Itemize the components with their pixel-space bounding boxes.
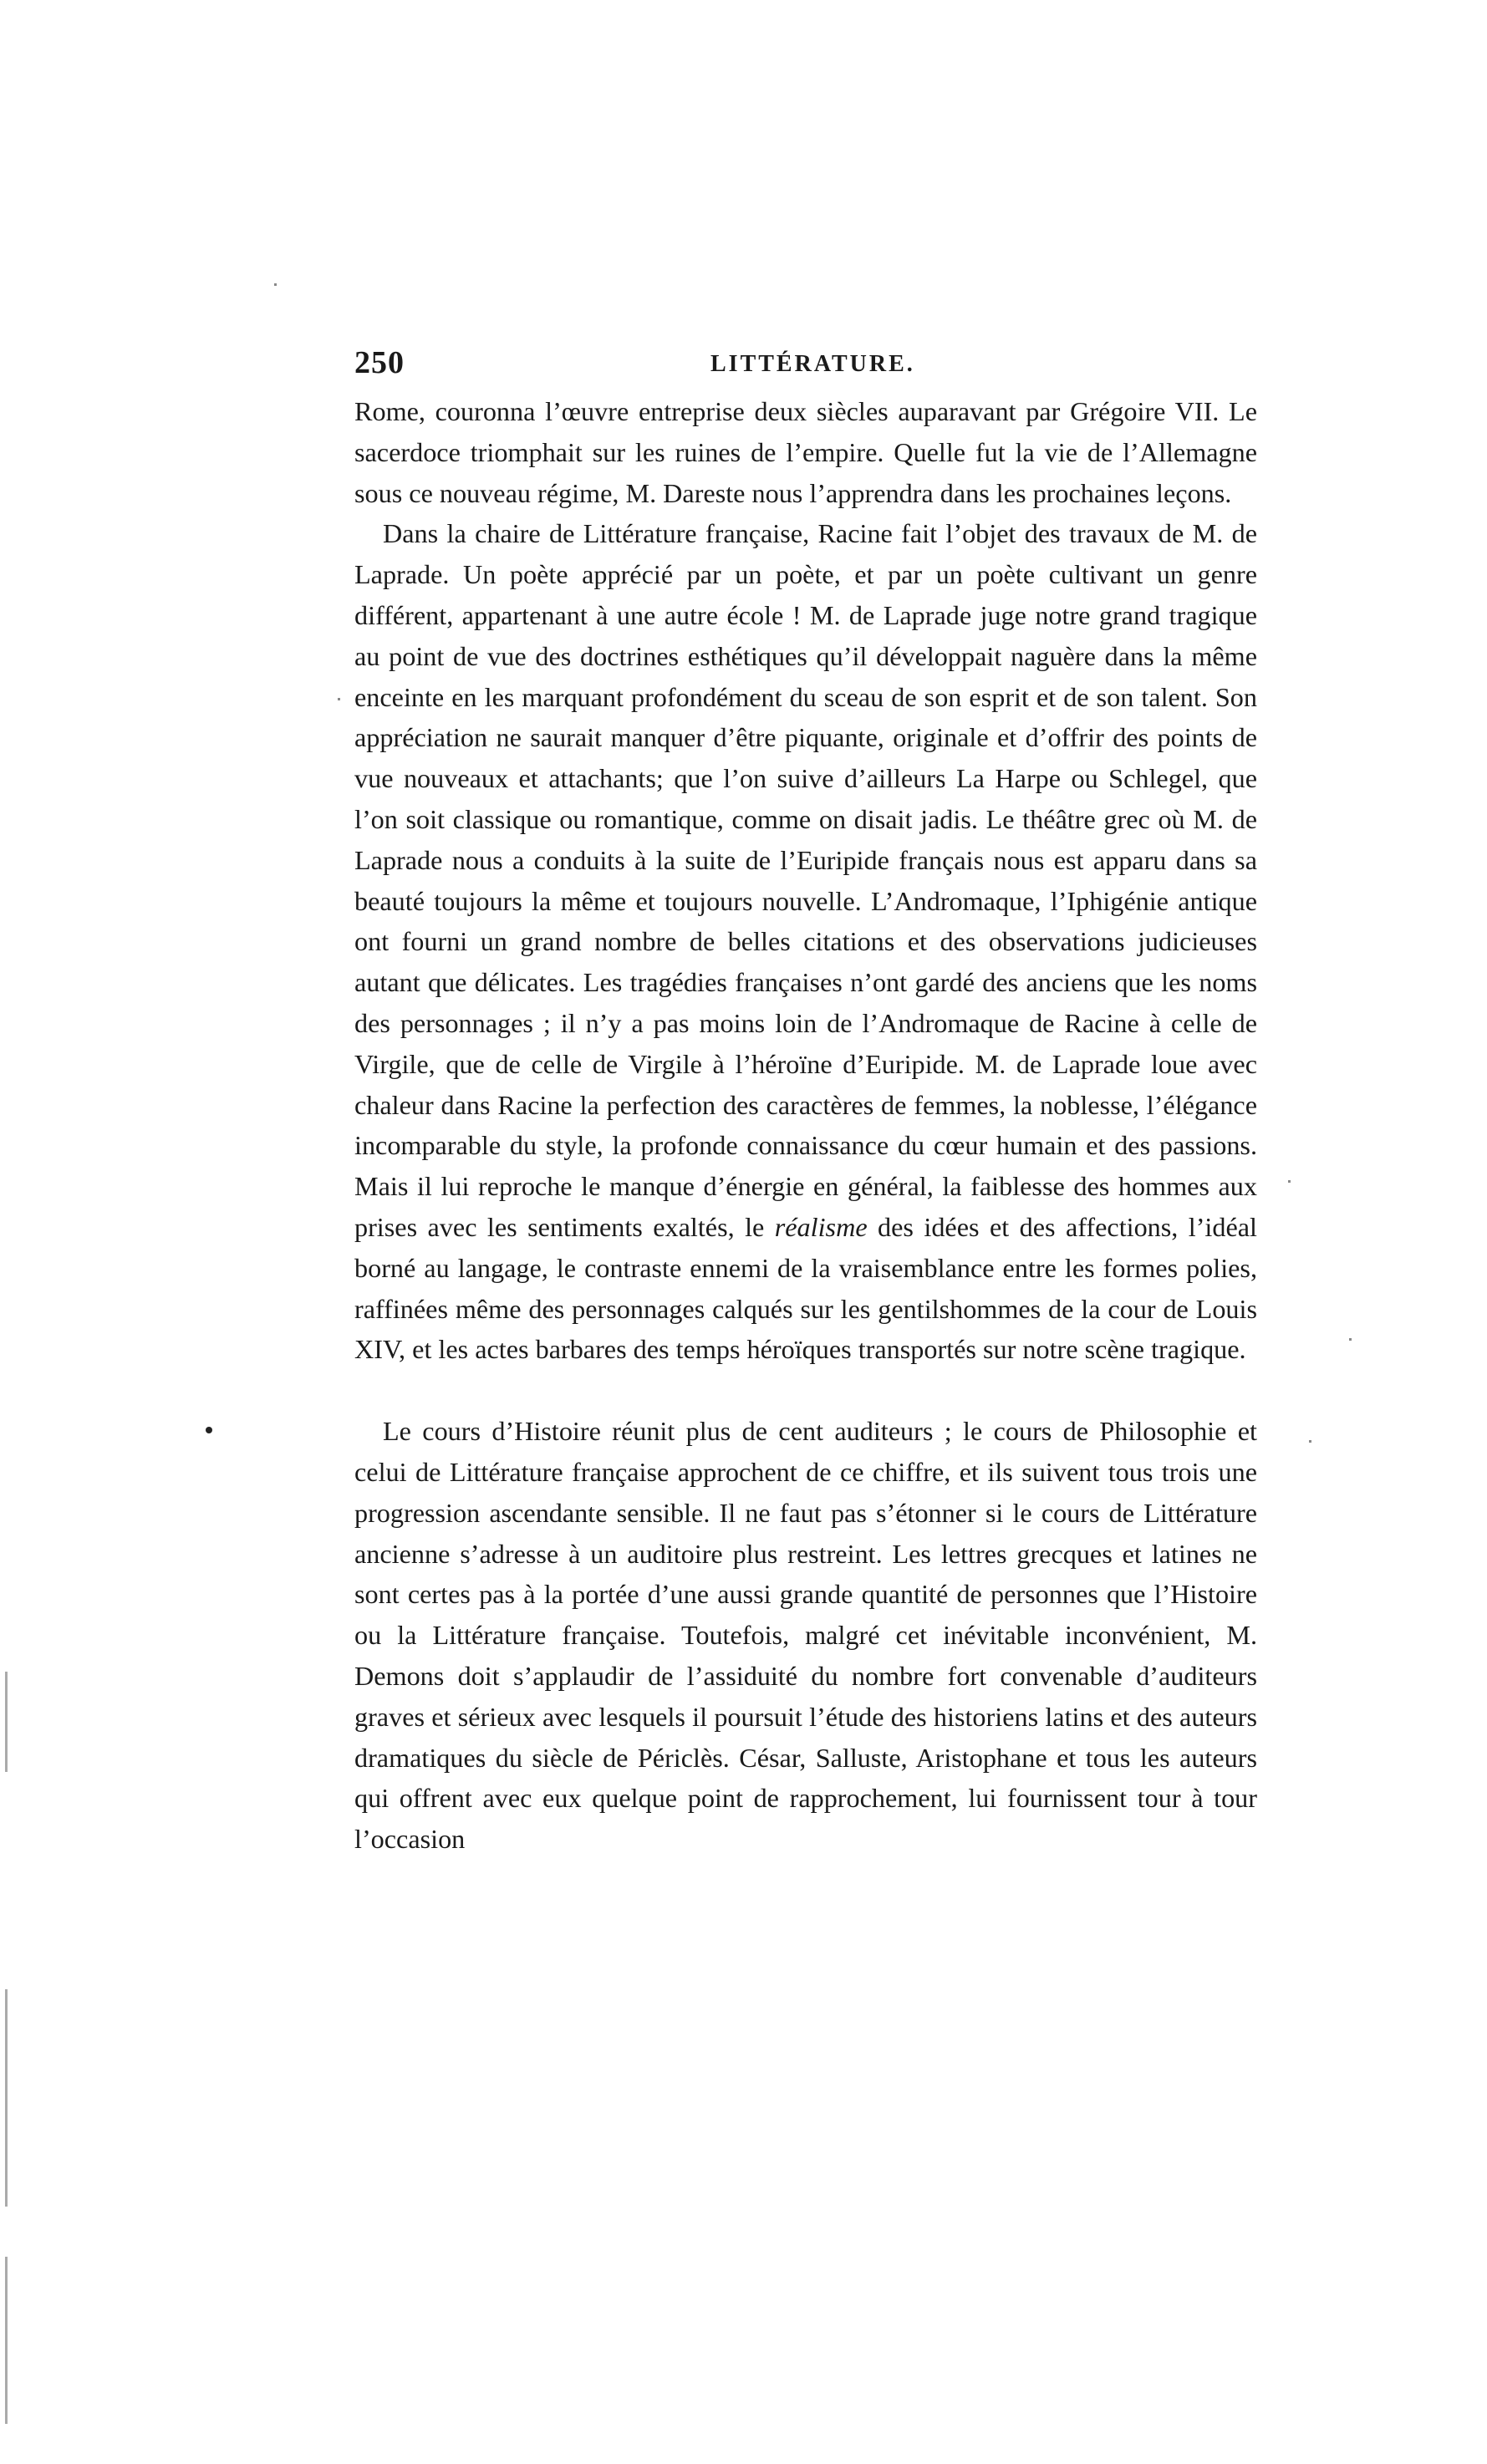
- page-header: [354, 344, 1257, 395]
- paragraph-2-text-b: des idées et des affections, l’idéal borné au langage, le contraste ennemi de la vraisemblance entre les formes polies, raffinées même des personnages calqués sur les gentilshommes de la cour de Louis XIV, et les actes barbares des temps héroïques transportés sur notre scène tragique.: [354, 1211, 1257, 1365]
- scan-mark: [1288, 1180, 1291, 1183]
- scan-edge-mark: [5, 2257, 8, 2424]
- scan-edge-mark: [5, 1989, 8, 2207]
- paragraph-3: [354, 1411, 1257, 1860]
- paragraph-1: [354, 391, 1257, 513]
- scan-speck: [206, 1427, 212, 1433]
- paragraph-1-text: Rome, couronna l’œuvre entreprise deux siècles auparavant par Grégoire VII. Le sacerdoce triomphait sur les ruines de l’empire. Quelle fut la vie de l’Allemagne sous ce nouveau régime, M. Dareste nous l’apprendra dans les prochaines leçons.: [354, 396, 1257, 508]
- scan-mark: [1309, 1440, 1311, 1443]
- paragraph-2-text-a: Dans la chaire de Littérature française, Racine fait l’objet des travaux de M. de Laprade. Un poète apprécié par un poète, et par un poète cultivant un genre différent, appartenant à une autre école ! M. de Laprade juge notre grand tragique au point de vue des doctrines esthétiques qu’il développait naguère dans la même enceinte en les marquant profondément du sceau de son esprit et de son talent. Son appréciation ne saurait manquer d’être piquante, originale et d’offrir des points de vue nouveaux et attachants; que l’on suive d’ailleurs La Harpe ou Schlegel, que l’on soit classique ou romantique, comme on disait jadis. Le théâtre grec où M. de Laprade nous a conduits à la suite de l’Euripide français nous est apparu dans sa beauté toujours la même et toujours nouvelle. L’Andromaque, l’Iphigénie antique ont fourni un grand nombre de belles citations et des observations judicieuses autant que délicates. Les tragédies françaises n’ont gardé des anciens que les noms des personnages ; il n’y a pas moins loin de l’Andromaque de Racine à celle de Virgile, que de celle de Virgile à l’héroïne d’Euripide. M. de Laprade loue avec chaleur dans Racine la perfection des caractères de femmes, la noblesse, l’élégance incomparable du style, la profonde connaissance du cœur humain et des passions. Mais il lui reproche le manque d’énergie en général, la faiblesse des hommes aux prises avec les sentiments exaltés, le: [354, 518, 1257, 1242]
- body-text: [354, 391, 1257, 1860]
- scan-mark: [338, 698, 340, 700]
- running-head: LITTÉRATURE.: [710, 351, 915, 377]
- paragraph-2-italic-term: réalisme: [774, 1211, 868, 1242]
- scan-mark: [274, 283, 277, 286]
- scan-edge-mark: [5, 1672, 8, 1772]
- scan-mark: [1349, 1338, 1352, 1341]
- paragraph-2: [354, 513, 1257, 1370]
- page-number: 250: [354, 345, 405, 380]
- paragraph-3-text: Le cours d’Histoire réunit plus de cent auditeurs ; le cours de Philosophie et celui de Littérature française approchent de ce chiffre, et ils suivent tous trois une progression ascendante sensible. Il ne faut pas s’étonner si le cours de Littérature ancienne s’adresse à un auditoire plus restreint. Les lettres grecques et latines ne sont certes pas à la portée d’une aussi grande quantité de personnes que l’Histoire ou la Littérature française. Toutefois, malgré cet inévitable inconvénient, M. Demons doit s’applaudir de l’assiduité du nombre fort convenable d’auditeurs graves et sérieux avec lesquels il poursuit l’étude des historiens latins et des auteurs dramatiques du siècle de Périclès. César, Salluste, Aristophane et tous les auteurs qui offrent avec eux quelque point de rapprochement, lui fournissent tour à tour l’occasion: [354, 1416, 1257, 1855]
